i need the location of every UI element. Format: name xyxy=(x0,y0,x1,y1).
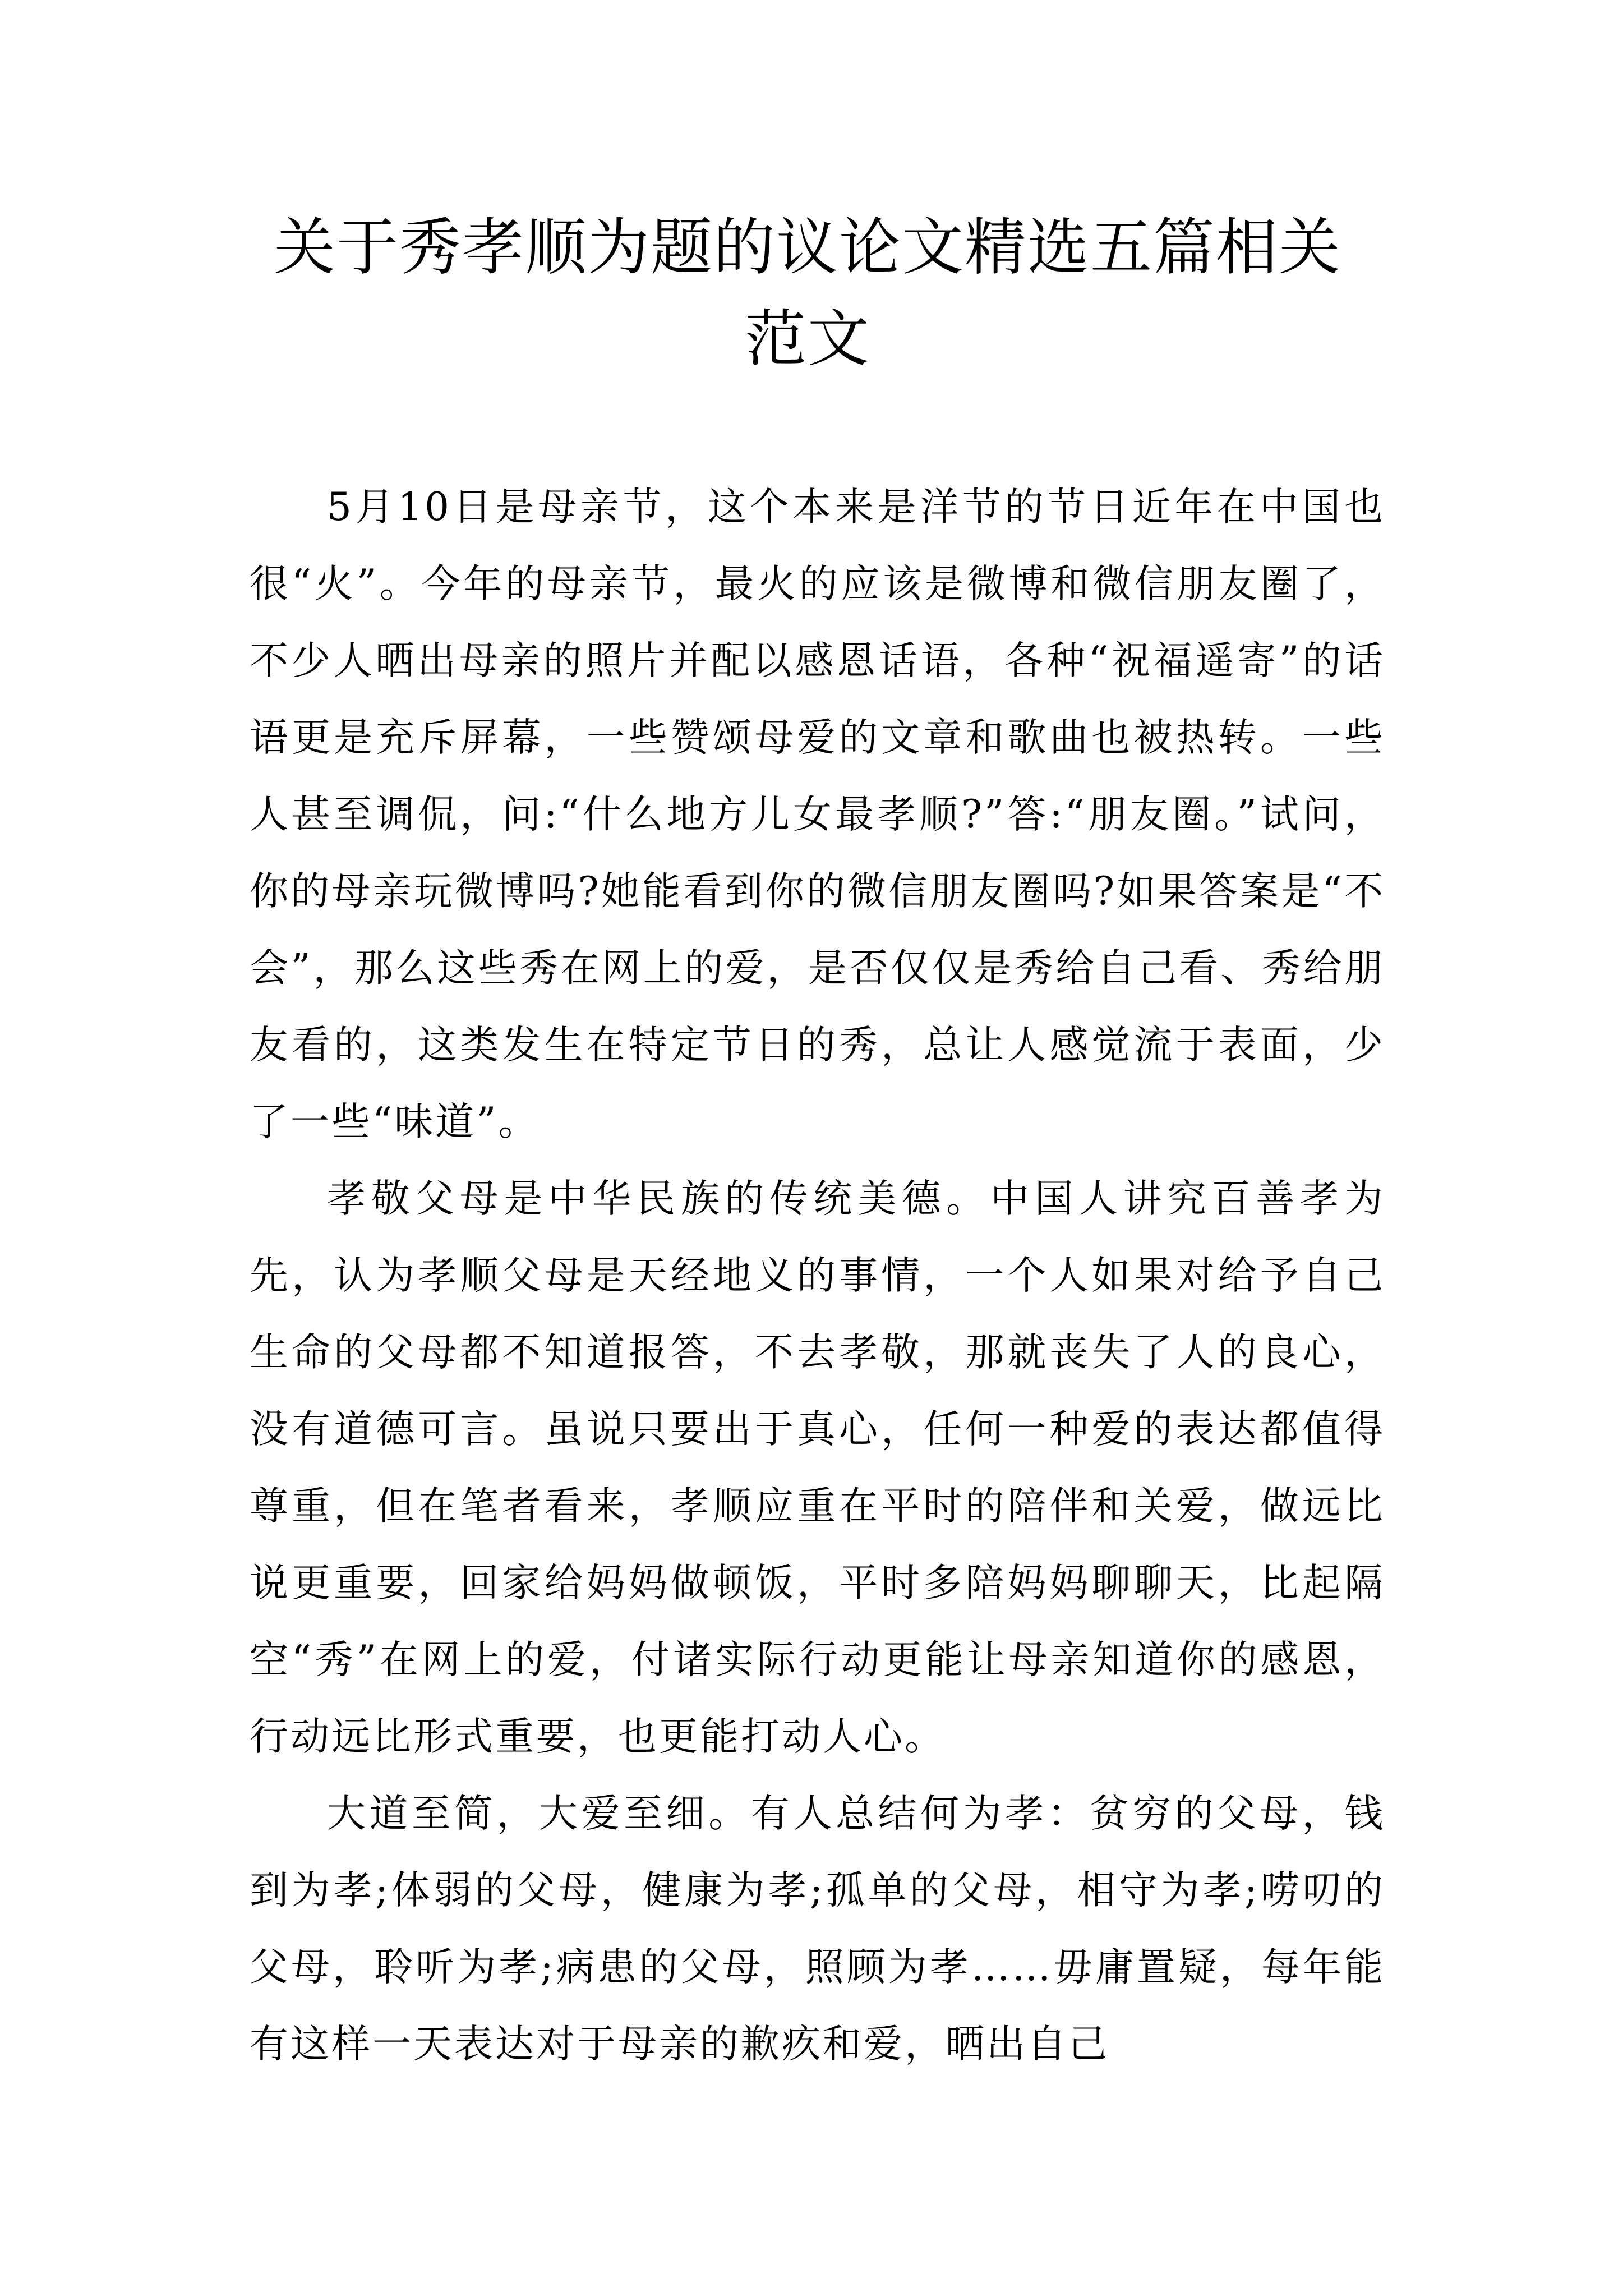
paragraph-2: 孝敬父母是中华民族的传统美德。中国人讲究百善孝为先，认为孝顺父母是天经地义的事情，一个人如果对给予自己生命的父母都不知道报答，不去孝敬，那就丧失了人的良心，没有道德可言。虽说只要出于真心，任何一种爱的表达都值得尊重，但在笔者看来，孝顺应重在平时的陪伴和关爱，做远比说更重要，回家给妈妈做顿饭，平时多陪妈妈聊聊天，比起隔空“秀”在网上的爱，付诸实际行动更能让母亲知道你的感恩，行动远比形式重要，也更能打动人心。 xyxy=(250,1176,1385,1759)
paragraph-1: 5月10日是母亲节，这个本来是洋节的节日近年在中国也很“火”。今年的母亲节，最火的应该是微博和微信朋友圈了，不少人晒出母亲的照片并配以感恩话语，各种“祝福遥寄”的话语更是充斥屏幕，一些赞颂母爱的文章和歌曲也被热转。一些人甚至调侃，问:“什么地方儿女最孝顺?”答:“朋友圈。”试问，你的母亲玩微博吗?她能看到你的微信朋友圈吗?如果答案是“不会”，那么这些秀在网上的爱，是否仅仅是秀给自己看、秀给朋友看的，这类发生在特定节日的秀，总让人感觉流于表面，少了一些“味道”。 xyxy=(250,485,1385,1144)
document-body xyxy=(250,469,1385,2083)
paragraph-3: 大道至简，大爱至细。有人总结何为孝：贫穷的父母，钱到为孝;体弱的父母，健康为孝;孤单的父母，相守为孝;唠叨的父母，聆听为孝;病患的父母，照顾为孝……毋庸置疑，每年能有这样一天表达对于母亲的歉疚和爱，晒出自己 xyxy=(250,1791,1385,2067)
document-title: 关于秀孝顺为题的议论文精选五篇相关范文 xyxy=(274,211,1341,375)
